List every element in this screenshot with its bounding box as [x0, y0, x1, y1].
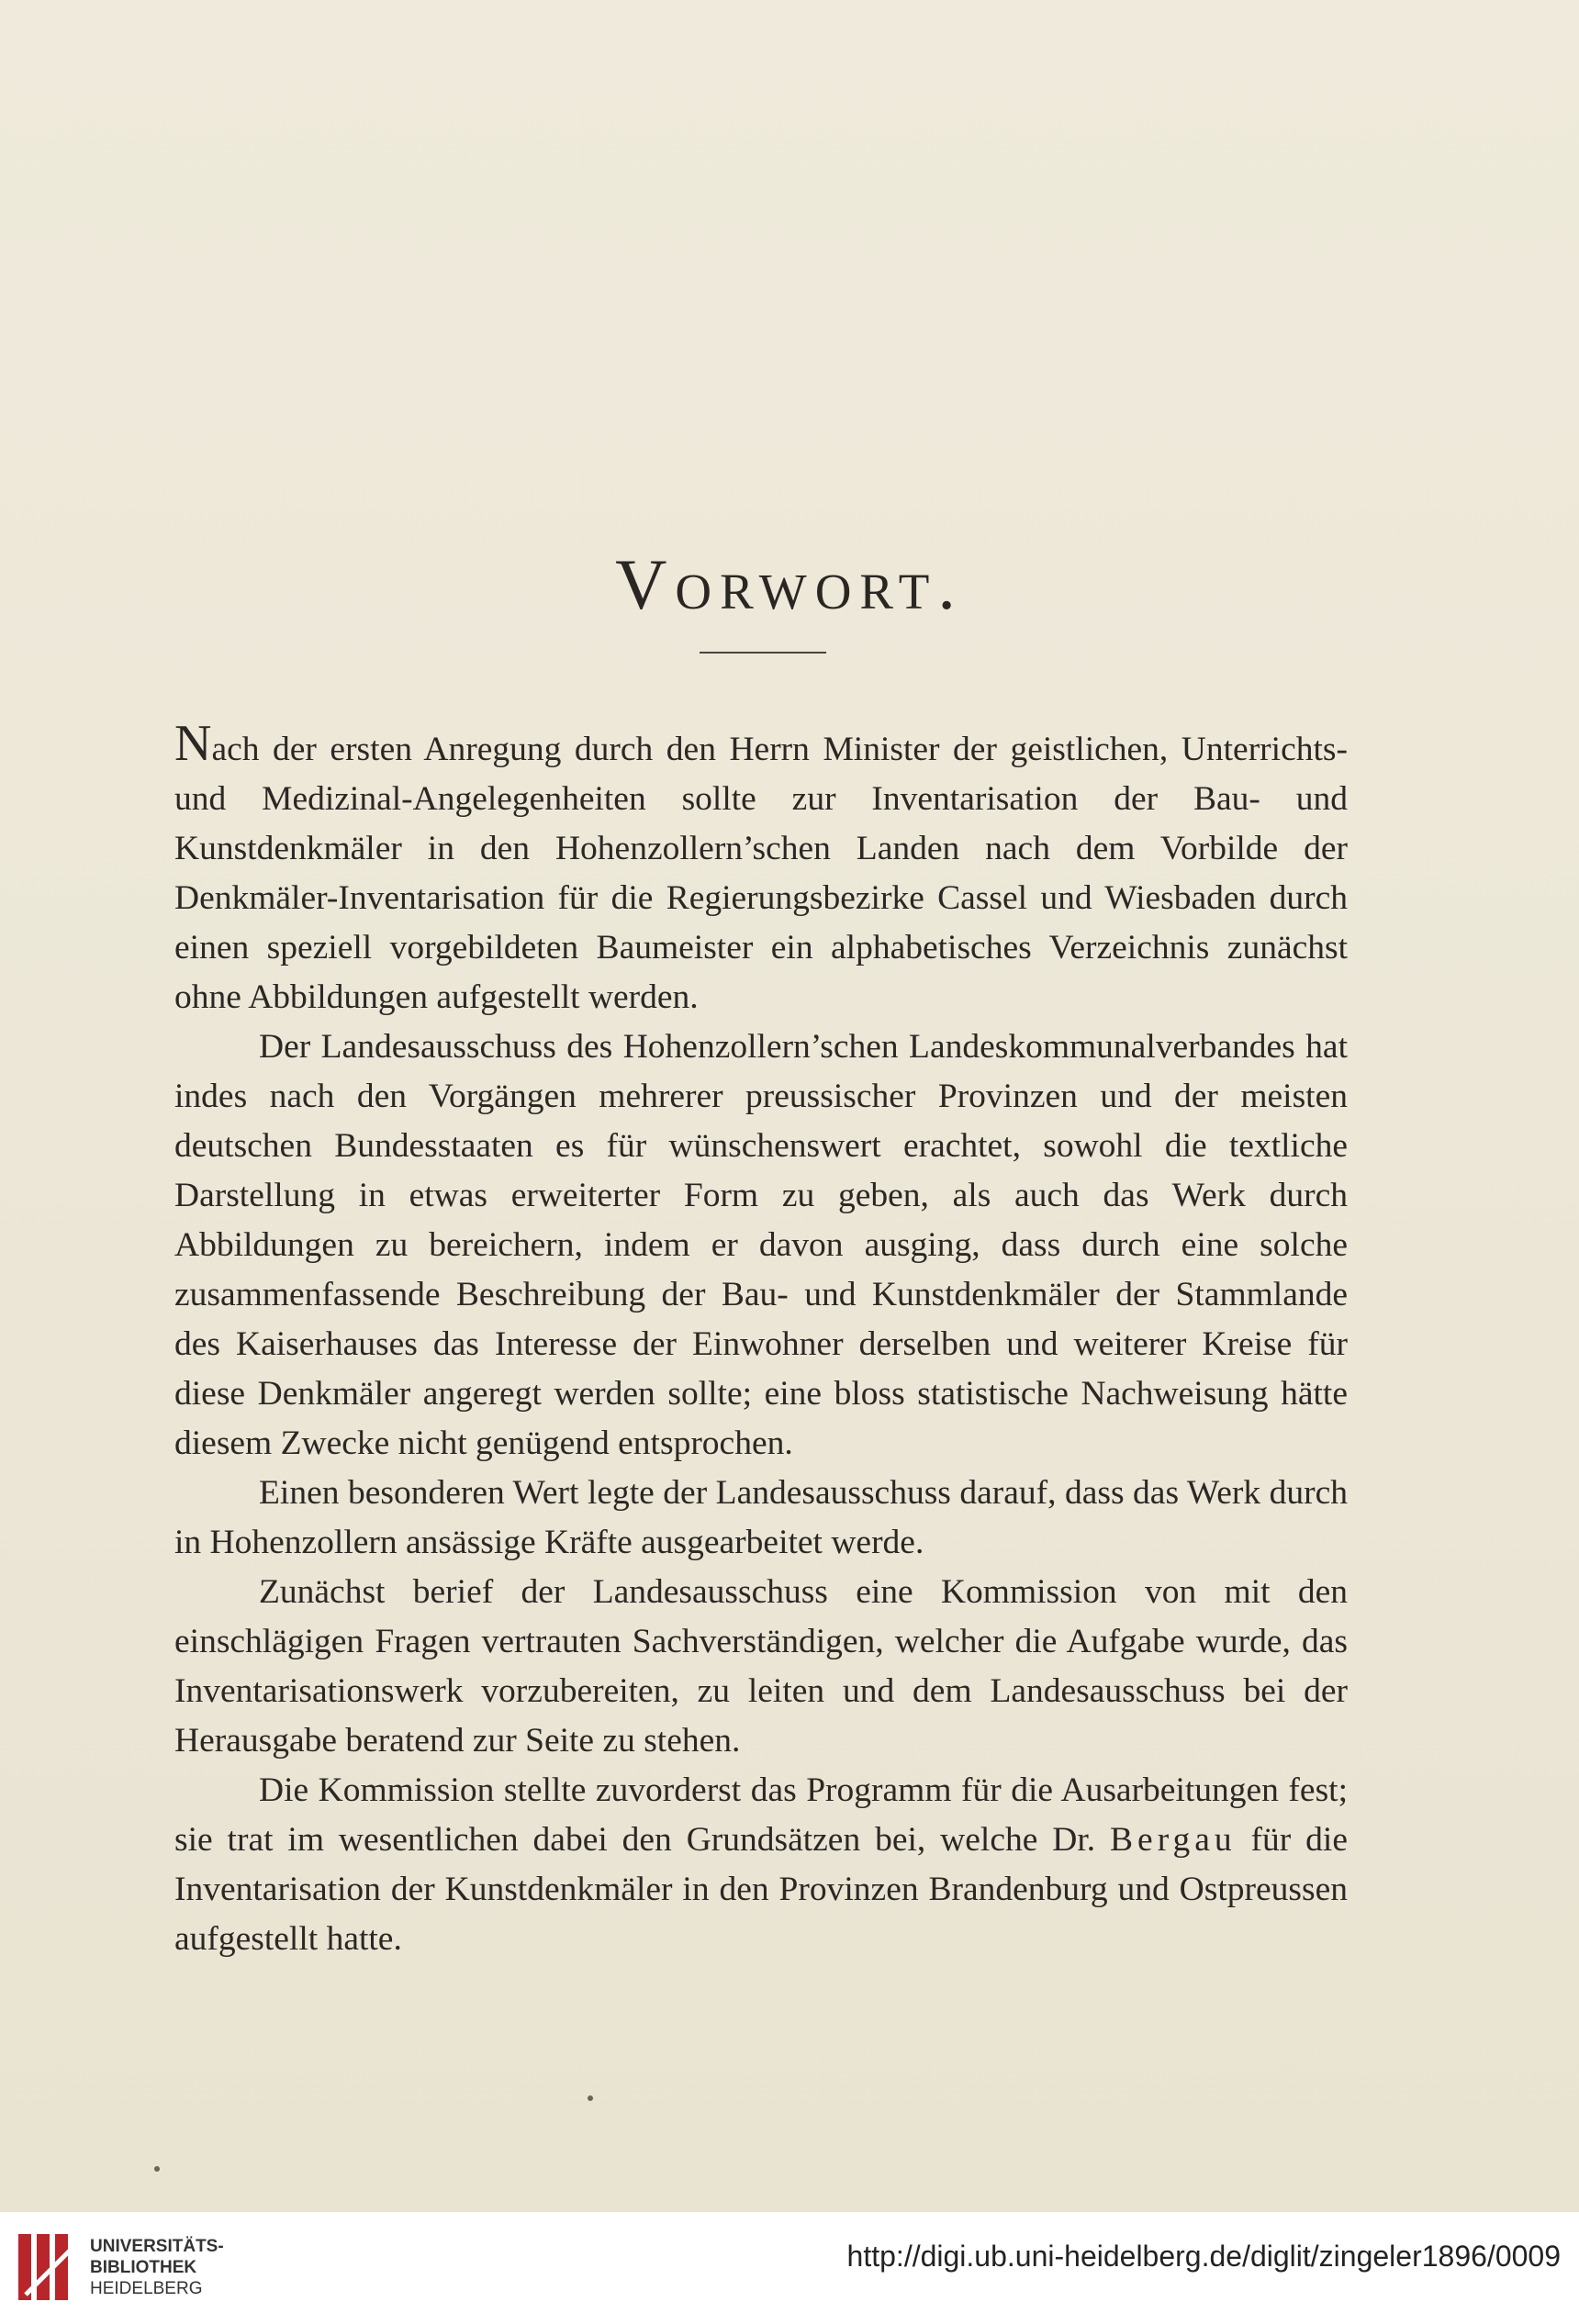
- spaced-name: Bergau: [1110, 1821, 1237, 1859]
- library-line-2: BIBLIOTHEK: [90, 2258, 197, 2277]
- initial-letter: N: [174, 715, 212, 772]
- library-line-3: HEIDELBERG: [90, 2279, 203, 2298]
- paragraph-5: [174, 1766, 1348, 1964]
- page-title: Vorwort.: [615, 544, 964, 625]
- preface-text: [174, 715, 1348, 1964]
- library-name: [90, 2236, 224, 2299]
- library-line-1: UNIVERSITÄTS-: [90, 2237, 224, 2256]
- paragraph-4: Zunächst berief der Landesausschuss eine Kommission von mit den einschlägigen Fragen vertrauten Sachverständigen, welcher die Aufgabe wurde, das Inventarisationswerk vorzubereiten, zu leiten und dem Landesausschuss bei der Herausgabe beratend zur Seite zu stehen.: [174, 1573, 1348, 1760]
- paragraph-2: Der Landesausschuss des Hohenzollern’schen Landeskommunalverbandes hat indes nach den Vorgängen mehrerer preussischer Provinzen und der meisten deutschen Bundesstaaten es für wünschenswert erachtet, sowohl die textliche Darstellung in etwas erweiterter Form zu geben, als auch das Werk durch Abbildungen zu bereichern, indem er davon ausging, dass durch eine solche zusammenfassende Beschreibung der Bau- und Kunstdenkmäler der Stammlande des Kaiserhauses das Interesse der Einwohner derselben und weiterer Kreise für diese Denkmäler angeregt werden sollte; eine bloss statistische Nachweisung hätte diesem Zwecke nicht genügend entsprochen.: [174, 1028, 1348, 1462]
- paragraph-1: [174, 715, 1348, 1022]
- paragraph-5-text-a: Die Kommission stellte zuvorderst das Programm für die Ausarbeitungen fest; sie trat im wesentlichen dabei den Grundsätzen bei, welche Dr.: [174, 1771, 1348, 1859]
- paragraph-1-text: ach der ersten Anregung durch den Herrn Minister der geistlichen, Unterrichts- und Medizinal-Angelegenheiten sollte zur Inventarisation der Bau- und Kunstdenkmäler in den Hohenzollern’schen Landen nach dem Vorbilde der Denkmäler-Inventarisation für die Regierungsbezirke Cassel und Wiesbaden durch einen speziell vorgebildeten Baumeister ein alphabetisches Verzeichnis zunächst ohne Abbildungen aufgestellt werden.: [174, 731, 1348, 1016]
- paragraph-5-text-b: für die Inventarisation der Kunstdenkmäler in den Provinzen Brandenburg und Ostpreussen aufgestellt hatte.: [174, 1821, 1348, 1958]
- permalink-url[interactable]: http://digi.ub.uni-heidelberg.de/diglit/zingeler1896/0009: [846, 2240, 1561, 2273]
- university-library-logo-icon[interactable]: [17, 2230, 83, 2304]
- scan-speck: [154, 2166, 160, 2172]
- scan-speck: [588, 2095, 593, 2101]
- title-divider: [700, 652, 826, 654]
- paragraph-3: Einen besonderen Wert legte der Landesausschuss darauf, dass das Werk durch in Hohenzollern ansässige Kräfte ausgearbeitet werde.: [174, 1474, 1348, 1561]
